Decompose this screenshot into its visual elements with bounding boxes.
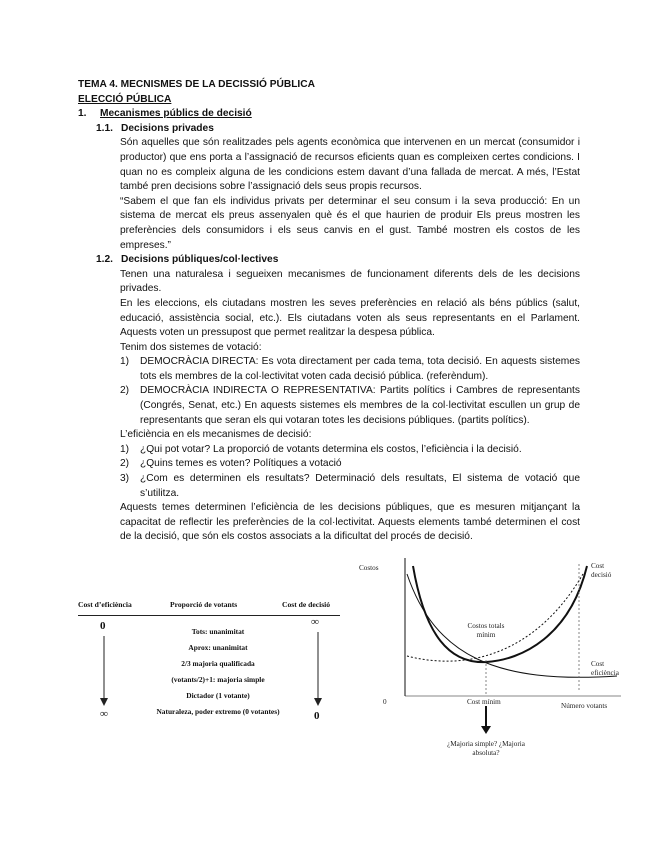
- list-item: [78, 443, 580, 458]
- decision-cost-top: ∞: [311, 616, 319, 628]
- efficiency-arrow-head: [100, 698, 108, 706]
- efficiency-cost-bottom: ∞: [100, 708, 108, 720]
- minimum-arrow-head: [481, 726, 491, 734]
- minimum-cost-label: Cost mínim: [467, 698, 501, 706]
- doc-subtitle: ELECCIÓ PÚBLICA: [78, 93, 172, 105]
- decision-arrow-head: [314, 698, 322, 706]
- origin-label: 0: [383, 698, 387, 706]
- list-text: DEMOCRÀCIA INDIRECTA O REPRESENTATIVA: Partits polítics i Cambres de representants (Congrés, Senat, etc.) En aquests sistemes els membres de la col·lectivitat escullen un grup de representants que seran els qui votaran totes les decisions públiques. (partits polítics).: [140, 385, 580, 426]
- list-item: [78, 457, 580, 472]
- section-1-heading: [78, 107, 580, 122]
- majority-question-label: ¿Majoria simple? ¿Majoria absoluta?: [447, 740, 525, 757]
- efficiency-cost-top: 0: [100, 620, 106, 632]
- document-body: [78, 78, 580, 545]
- paragraph-efficiency: L’eficiència en els mecanismes de decisió:: [120, 429, 312, 441]
- total-costs-label: Costos totals mínim: [467, 622, 505, 639]
- section-1-label: Mecanismes públics de decisió: [100, 108, 252, 120]
- total-costs-curve: [413, 566, 587, 662]
- list-item: [78, 355, 580, 384]
- list-text: ¿Qui pot votar? La proporció de votants determina els costos, l’eficiència i la decisió.: [140, 443, 522, 455]
- table-header-efficiency-cost: Cost d’eficiència: [78, 600, 132, 609]
- paragraph-quote: “Sabem el que fan els individus privats per determinar el seu consum i la seva producció: En un sistema de mercat els preus assenyalen què és el que haurien de produir Els preus mostren les preferències dels consumidors i els seus canvis en el gust. També mostren els costos de les empreses.”: [120, 195, 580, 251]
- efficiency-cost-label: Cost eficiència: [591, 660, 619, 677]
- list-text: DEMOCRÀCIA DIRECTA: Es vota directament per cada tema, tota decisió. En aquests sistemes tots els membres de la col·lectivitat voten cada decisió pública. (referèndum).: [140, 356, 580, 382]
- subsection-1-2-label: Decisions públiques/col·lectives: [121, 254, 279, 266]
- section-1-number: 1.: [78, 108, 87, 120]
- costs-chart: [355, 556, 625, 776]
- subsection-1-2-heading: [78, 253, 580, 268]
- y-axis-label: Costos: [359, 564, 379, 572]
- list-number: 1): [120, 356, 130, 368]
- paragraph-voting-systems: Tenim dos sistemes de votació:: [120, 341, 262, 353]
- list-text: ¿Quins temes es voten? Polítiques a votació: [140, 458, 342, 470]
- table-row: Dictador (1 votante): [186, 691, 250, 700]
- list-item: [78, 472, 580, 501]
- x-axis-label: Número votants: [561, 702, 608, 710]
- decision-cost-bottom: 0: [314, 710, 320, 722]
- table-header-voters: Proporció de votants: [170, 600, 238, 609]
- list-text: ¿Com es determinen els resultats? Determinació dels resultats, El sistema de votació que s’utilitza.: [140, 473, 580, 499]
- list-item: [78, 384, 580, 428]
- subsection-1-1-number: 1.1.: [96, 122, 113, 134]
- cost-table-figure: [78, 596, 340, 736]
- table-row: 2/3 majoria qualificada: [181, 659, 255, 668]
- table-header-decision-cost: Cost de decisió: [282, 600, 331, 609]
- list-number: 1): [120, 443, 130, 455]
- paragraph-private-decisions: Són aquelles que són realitzades pels agents econòmica que intervenen en un mercat (consumidor i productor) que ens porta a l’assignació de recursos eficients quan es compleixen certes condicions. I quan no es compleix alguna de les condicions estem davant d’una fallada de mercat. A més, l’Estat també pren decisions sobre l’assignació dels seus propis recursos.: [120, 137, 580, 193]
- table-row: Naturaleza, poder extremo (0 votantes): [156, 707, 280, 716]
- list-number: 2): [120, 385, 130, 397]
- subsection-1-1-heading: [78, 122, 580, 137]
- table-row: Aprox: unanimitat: [188, 643, 248, 652]
- paragraph-conclusion: Aquests temes determinen l’eficiència de les decisions públiques, que es mesuren mitjançant la capacitat de reflectir les preferències de la col·lectivitat. Aquests elements també determinen el cost de la decisió, que són els costos associats a la dificultat del procés de decisió.: [120, 502, 580, 543]
- doc-title: TEMA 4. MECNISMES DE LA DECISSIÓ PÚBLICA: [78, 79, 315, 90]
- subsection-1-1-label: Decisions privades: [121, 122, 214, 134]
- table-row: (votants/2)+1: majoria simple: [171, 675, 265, 684]
- subsection-1-2-number: 1.2.: [96, 254, 113, 266]
- table-row: Tots: unanimitat: [191, 627, 245, 636]
- list-number: 2): [120, 458, 130, 470]
- decision-cost-label: Cost decisió: [591, 562, 612, 579]
- list-number: 3): [120, 473, 130, 485]
- efficiency-cost-curve: [407, 574, 617, 677]
- paragraph-nature: Tenen una naturalesa i segueixen mecanismes de funcionament diferents dels de les decisions privades.: [120, 268, 580, 295]
- decision-cost-curve: [407, 574, 583, 661]
- paragraph-elections: En les eleccions, els ciutadans mostren les seves preferències en relació als béns públics (salut, educació, assistència social, etc.). Els ciutadans voten als seus representants en el Parlament. Aquests voten un pressupost que permet realitzar la despesa pública.: [120, 297, 580, 339]
